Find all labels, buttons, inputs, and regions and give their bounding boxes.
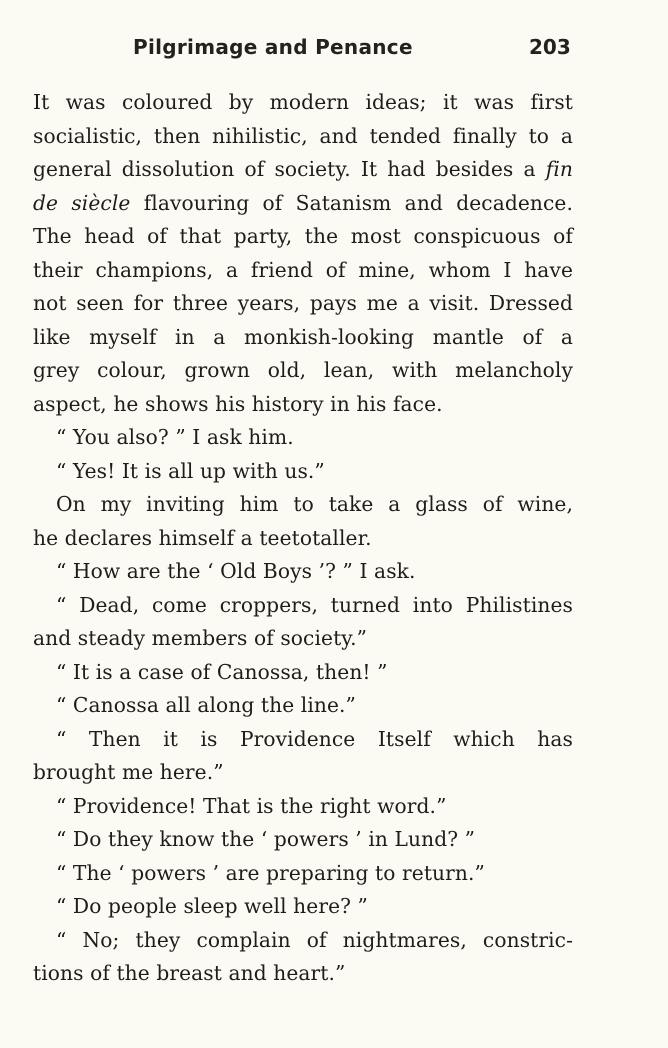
text-line: It was coloured by modern ideas; it was first (33, 90, 573, 114)
dialogue-line: On my inviting him to take a glass of wine, (56, 492, 573, 516)
italic-phrase-part: de siècle (33, 190, 131, 215)
dialogue-line: “ You also? ” I ask him. (56, 425, 294, 449)
dialogue-line: brought me here.” (33, 760, 224, 784)
text-span: flavouring of Satanism and decadence. (143, 190, 573, 215)
italic-phrase-part: fin (545, 157, 573, 181)
dialogue-line: and steady members of society.” (33, 626, 368, 650)
text-line (33, 187, 573, 221)
dialogue-line: “ Then it is Providence Itself which has (56, 726, 573, 751)
text-line: like myself in a monkish-looking mantle of a (33, 324, 573, 349)
text-line: socialistic, then nihilistic, and tended finally to a (33, 123, 573, 148)
text-line (33, 153, 573, 187)
dialogue-line: “ How are the ‘ Old Boys ’? ” I ask. (56, 559, 416, 583)
dialogue-line: “ Dead, come croppers, turned into Philistines (56, 592, 573, 617)
text-line: not seen for three years, pays me a visit. Dressed (33, 291, 573, 315)
text-line: grey colour, grown old, lean, with melancholy (33, 358, 573, 382)
dialogue-line: tions of the breast and heart.” (33, 961, 346, 985)
dialogue-line: “ Do they know the ‘ powers ’ in Lund? ” (56, 827, 476, 851)
dialogue-line: “ The ‘ powers ’ are preparing to return.” (56, 860, 485, 885)
text-line: The head of that party, the most conspicuous of (33, 224, 573, 248)
body-text (33, 86, 573, 991)
page-number: 203 (529, 35, 571, 59)
dialogue-line: “ It is a case of Canossa, then! ” (56, 659, 388, 684)
running-title: Pilgrimage and Penance (133, 35, 413, 59)
dialogue-line: “ No; they complain of nightmares, constric- (56, 927, 573, 952)
dialogue-line: he declares himself a teetotaller. (33, 525, 372, 550)
text-line: aspect, he shows his history in his face. (33, 391, 443, 416)
dialogue-line: “ Do people sleep well here? ” (56, 894, 368, 918)
text-span: general dissolution of society. It had besides a (33, 157, 536, 181)
running-head (0, 35, 668, 65)
dialogue-line: “ Providence! That is the right word.” (56, 793, 447, 818)
text-line: their champions, a friend of mine, whom I have (33, 257, 573, 282)
dialogue-line: “ Yes! It is all up with us.” (56, 458, 325, 483)
dialogue-line: “ Canossa all along the line.” (56, 693, 356, 717)
